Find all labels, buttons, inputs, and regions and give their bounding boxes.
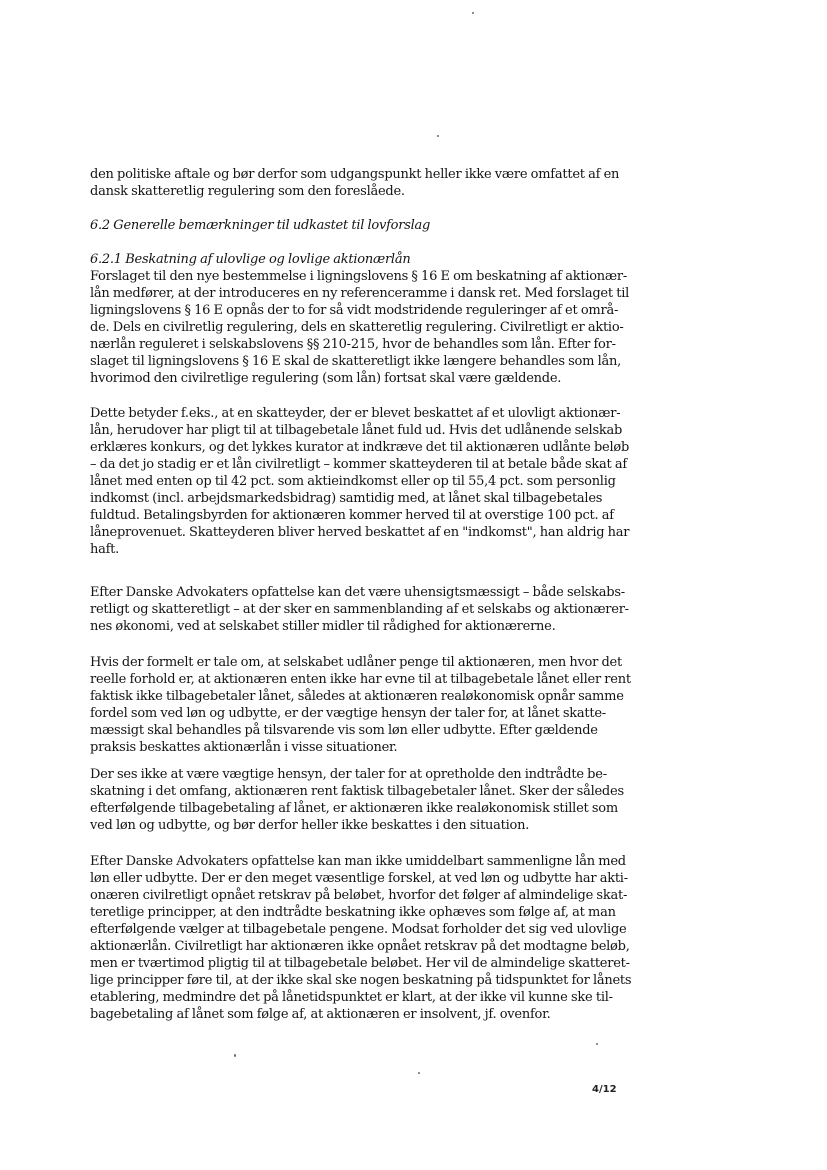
text-line: lige principper føre til, at der ikke skal ske nogen beskatning på tidspunktet for lånets bbox=[90, 973, 632, 988]
text-line: teretlige principper, at den indtrådte beskatning ikke ophæves som følge af, at man bbox=[90, 905, 616, 920]
text-line: lånet med enten op til 42 pct. som aktieindkomst eller op til 55,4 pct. som personlig bbox=[90, 474, 616, 489]
text-line: Forslaget til den nye bestemmelse i ligningslovens § 16 E om beskatning af aktionær- bbox=[90, 269, 628, 284]
paragraph-6 bbox=[90, 853, 740, 1023]
text-line: etablering, medmindre det på lånetidspunktet er klart, at der ikke vil kunne ske til- bbox=[90, 990, 613, 1005]
paragraph-2 bbox=[90, 405, 740, 558]
text-line: den politiske aftale og bør derfor som udgangspunkt heller ikke være omfattet af en bbox=[90, 167, 620, 182]
text-line: låneprovenuet. Skatteyderen bliver herved beskattet af en "indkomst", han aldrig har bbox=[90, 525, 630, 540]
section-heading bbox=[90, 217, 740, 234]
text-line: skatning i det omfang, aktionæren rent faktisk tilbagebetaler lånet. Sker der således bbox=[90, 784, 624, 799]
text-line: reelle forhold er, at aktionæren enten ikke har evne til at tilbagebetale lånet eller rent bbox=[90, 672, 631, 687]
text-line: nærlån reguleret i selskabslovens §§ 210-215, hvor de behandles som lån. Efter for- bbox=[90, 337, 616, 352]
text-line: fuldtud. Betalingsbyrden for aktionæren kommer herved til at overstige 100 pct. af bbox=[90, 508, 614, 523]
text-line: lån, herudover har pligt til at tilbagebetale lånet fuld ud. Hvis det udlånende selskab bbox=[90, 423, 623, 438]
scan-speck bbox=[418, 1072, 420, 1074]
text-line: Der ses ikke at være vægtige hensyn, der taler for at opretholde den indtrådte be- bbox=[90, 767, 607, 782]
intro-paragraph bbox=[90, 166, 740, 200]
text-line: mæssigt skal behandles på tilsvarende vis som løn eller udbytte. Efter gældende bbox=[90, 723, 598, 738]
text-line: ligningslovens § 16 E opnås der to for så vidt modstridende reguleringer af et områ- bbox=[90, 303, 619, 318]
paragraph-3 bbox=[90, 584, 740, 635]
text-line: fordel som ved løn og udbytte, er der vægtige hensyn der taler for, at lånet skatte- bbox=[90, 706, 606, 721]
subsection-heading: 6.2.1 Beskatning af ulovlige og lovlige aktionærlån bbox=[90, 252, 411, 267]
text-line: men er tværtimod pligtig til at tilbagebetale beløbet. Her vil de almindelige skatteret- bbox=[90, 956, 630, 971]
scan-speck bbox=[596, 1043, 598, 1045]
page-number: 4/12 bbox=[592, 1084, 617, 1095]
text-line: bagebetaling af lånet som følge af, at aktionæren er insolvent, jf. ovenfor. bbox=[90, 1007, 551, 1022]
text-line: erklæres konkurs, og det lykkes kurator at indkræve det til aktionæren udlånte beløb bbox=[90, 440, 630, 455]
scan-speck bbox=[437, 135, 439, 137]
text-line: faktisk ikke tilbagebetaler lånet, således at aktionæren realøkonomisk opnår samme bbox=[90, 689, 624, 704]
text-line: lån medfører, at der introduceres en ny referenceramme i dansk ret. Med forslaget til bbox=[90, 286, 630, 301]
text-line: Hvis der formelt er tale om, at selskabet udlåner penge til aktionæren, men hvor det bbox=[90, 655, 622, 670]
text-line: Dette betyder f.eks., at en skatteyder, der er blevet beskattet af et ulovligt aktionær- bbox=[90, 406, 621, 421]
text-line: indkomst (incl. arbejdsmarkedsbidrag) samtidig med, at lånet skal tilbagebetales bbox=[90, 491, 603, 506]
text-line: Efter Danske Advokaters opfattelse kan man ikke umiddelbart sammenligne lån med bbox=[90, 854, 626, 869]
text-line: haft. bbox=[90, 542, 120, 557]
text-line: aktionærlån. Civilretligt har aktionæren ikke opnået retskrav på det modtagne beløb, bbox=[90, 939, 630, 954]
text-line: praksis beskattes aktionærlån i visse situationer. bbox=[90, 740, 398, 755]
text-line: hvorimod den civilretlige regulering (som lån) fortsat skal være gældende. bbox=[90, 371, 562, 386]
subsection-block bbox=[90, 251, 740, 387]
text-line: efterfølgende vælger at tilbagebetale pengene. Modsat forholder det sig ved ulovlige bbox=[90, 922, 627, 937]
heading-text: 6.2 Generelle bemærkninger til udkastet til lovforslag bbox=[90, 218, 431, 233]
text-line: – da det jo stadig er et lån civilretligt – kommer skatteyderen til at betale både skat af bbox=[90, 457, 627, 472]
paragraph-4 bbox=[90, 654, 740, 756]
text-line: dansk skatteretlig regulering som den foreslåede. bbox=[90, 184, 405, 199]
text-line: efterfølgende tilbagebetaling af lånet, er aktionæren ikke realøkonomisk stillet som bbox=[90, 801, 618, 816]
scan-speck bbox=[234, 1054, 236, 1057]
text-line: onæren civilretligt opnået retskrav på beløbet, hvorfor det følger af almindelige skat- bbox=[90, 888, 628, 903]
text-line: Efter Danske Advokaters opfattelse kan det være uhensigtsmæssigt – både selskabs- bbox=[90, 585, 625, 600]
text-line: ved løn og udbytte, og bør derfor heller ikke beskattes i den situation. bbox=[90, 818, 530, 833]
text-line: retligt og skatteretligt – at der sker en sammenblanding af et selskabs og aktionærer- bbox=[90, 602, 629, 617]
text-line: slaget til ligningslovens § 16 E skal de skatteretligt ikke længere behandles som lån, bbox=[90, 354, 621, 369]
text-line: de. Dels en civilretlig regulering, dels en skatteretlig regulering. Civilretligt er aktio- bbox=[90, 320, 624, 335]
paragraph-5 bbox=[90, 766, 740, 834]
text-line: løn eller udbytte. Der er den meget væsentlige forskel, at ved løn og udbytte har akti- bbox=[90, 871, 628, 886]
text-line: nes økonomi, ved at selskabet stiller midler til rådighed for aktionærerne. bbox=[90, 619, 556, 634]
scan-speck bbox=[472, 12, 474, 14]
